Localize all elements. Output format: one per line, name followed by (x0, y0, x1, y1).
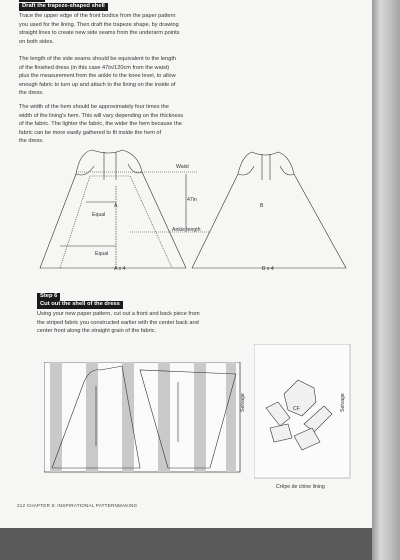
section-heading-cut-shell: Cut out the shell of the dress (37, 301, 123, 309)
text-line: plus the measurement from the ankle to the knee level, to allow (19, 73, 176, 80)
back-piece-outline (192, 152, 346, 268)
paragraph-1 (19, 12, 319, 46)
text-line: you used for the lining. Then draft the trapeze shape, by drawing (19, 21, 179, 28)
piece-b-label: B (260, 203, 264, 209)
equal-label-bottom: Equal (95, 251, 109, 257)
background-shadow (0, 528, 372, 560)
text-line: the dress. (19, 138, 44, 145)
stripe (194, 362, 206, 472)
selvage-right-label: Selvage (340, 393, 346, 412)
text-line: Using your new paper pattern, cut out a front and back piece from (37, 311, 200, 317)
fabric-outline (44, 362, 240, 472)
lining-caption: Crêpe de chine lining (276, 484, 325, 490)
section-heading-trapeze: Draft the trapeze-shaped shell (19, 3, 108, 11)
piece-a-label: A (114, 203, 118, 209)
text-line: Trace the upper edge of the front bodice from the paper pattern (19, 13, 176, 19)
stripe (158, 362, 170, 472)
ankle-length-label: Ankle length (172, 227, 201, 233)
stripe (122, 362, 134, 472)
paragraph-2 (19, 55, 319, 98)
striped-fabric-layout (44, 362, 244, 474)
equal-label-top: Equal (92, 212, 106, 218)
text-line: The width of the hem should be approximately four times the (19, 104, 169, 110)
text-line: enough fabric to turn up and attach to the lining on the inside of (19, 81, 176, 88)
stripe (50, 362, 62, 472)
text-line: of the fabric. The lighter the fabric, the wider the hem because the (19, 121, 182, 128)
text-line: The length of the side seams should be equivalent to the length (19, 56, 177, 62)
step-6-label: Step 6 (37, 293, 60, 301)
text-line: straight lines to create new side seams from the underarm points (19, 30, 180, 37)
hem-a-label: A x 4 (114, 266, 126, 272)
length-label: 47in (187, 197, 197, 203)
waist-label: Waist (176, 164, 189, 170)
selvage-left-label: Selvage (240, 393, 246, 412)
text-line: fabric can be more easily gathered to fit inside the hem of (19, 129, 162, 136)
paragraph-4 (37, 310, 337, 336)
paragraph-3 (19, 103, 329, 146)
text-line: the dress. (19, 90, 44, 97)
text-line: of the finished dress (in this case 47in/120cm from the waist) (19, 64, 170, 71)
back-armhole (238, 166, 254, 175)
front-armhole (76, 166, 94, 175)
text-line: the striped fabric you constructed earlier with the center back and (37, 319, 199, 326)
cf-label: CF (293, 406, 300, 412)
text-line: center front along the straight grain of the fabric. (37, 328, 157, 335)
hem-b-label: B x 4 (262, 266, 274, 272)
step-label-top (19, 0, 45, 2)
text-line: width of the lining's hem. This will vary depending on the thickness (19, 112, 184, 119)
page-footer: 212 CHAPTER 6: INSPIRATIONAL PATTERNMAKING (17, 503, 138, 508)
text-line: on both sides. (19, 38, 54, 45)
lining-layout (254, 344, 354, 480)
book-spine (372, 0, 400, 560)
